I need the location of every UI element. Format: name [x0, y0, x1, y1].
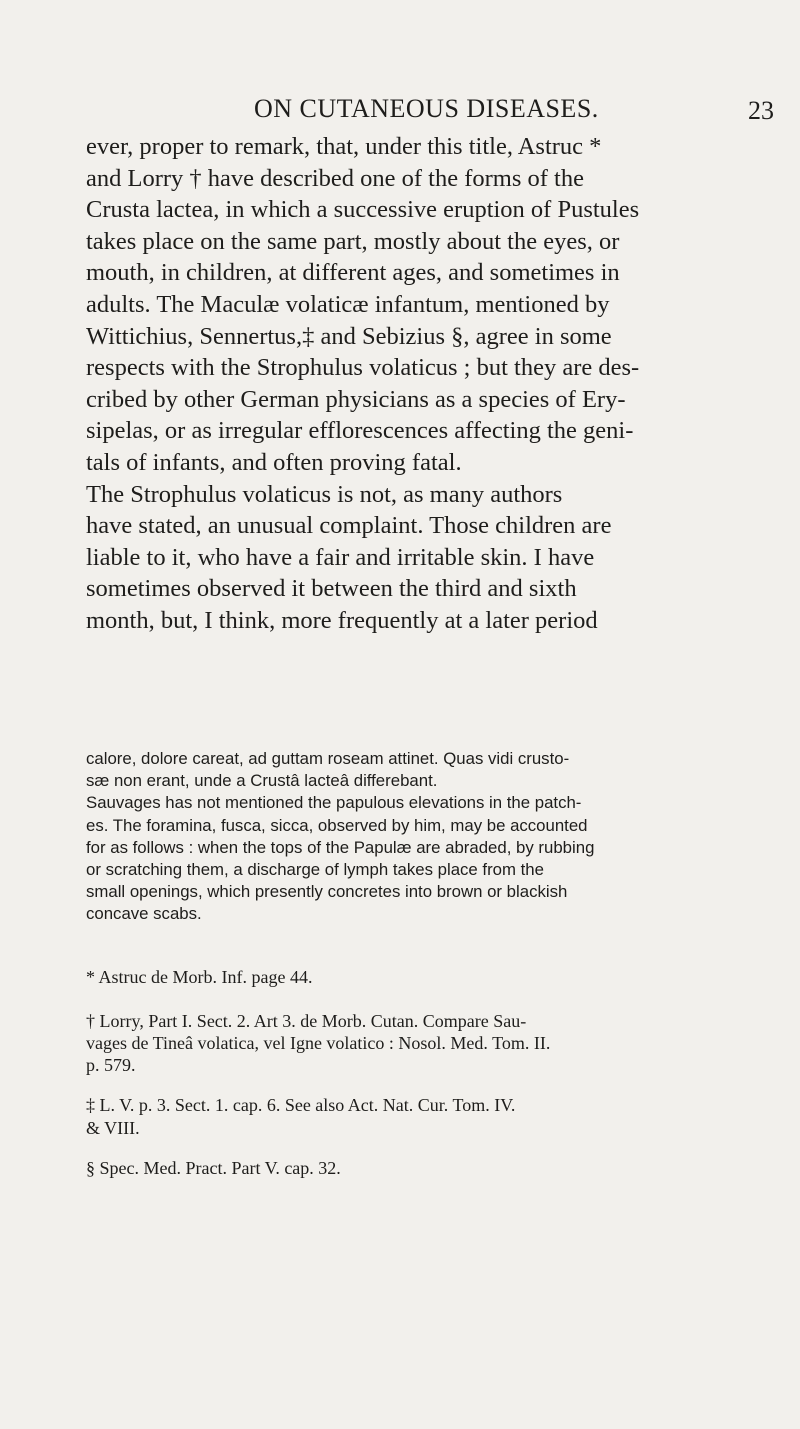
- footnote-line: ‡ L. V. p. 3. Sect. 1. cap. 6. See also Act. Nat. Cur. Tom. IV.: [86, 1095, 516, 1116]
- text-line: Wittichius, Sennertus,‡ and Sebizius §, agree in some: [86, 322, 612, 350]
- main-text: [86, 131, 758, 637]
- text-line: ever, proper to remark, that, under this title, Astruc *: [86, 133, 602, 160]
- footnote-astruc: [86, 966, 758, 988]
- footnote-line: calore, dolore careat, ad guttam roseam attinet. Quas vidi crusto-: [86, 749, 570, 768]
- footnote-line: for as follows : when the tops of the Papulæ are abraded, by rubbing: [86, 837, 595, 857]
- footnote-line: concave scabs.: [86, 904, 202, 924]
- footnote-line: vages de Tineâ volatica, vel Igne volatico : Nosol. Med. Tom. II.: [86, 1033, 551, 1054]
- text-line: liable to it, who have a fair and irritable skin. I have: [86, 543, 595, 571]
- text-line: tals of infants, and often proving fatal.: [86, 448, 462, 476]
- text-line: The Strophulus volaticus is not, as many authors: [86, 480, 563, 508]
- footnote-line: * Astruc de Morb. Inf. page 44.: [86, 966, 313, 987]
- text-line: adults. The Maculæ volaticæ infantum, mentioned by: [86, 290, 610, 318]
- text-line: mouth, in children, at different ages, and sometimes in: [86, 259, 620, 287]
- footnote-sennertus: [86, 1094, 758, 1138]
- text-line: have stated, an unusual complaint. Those children are: [86, 512, 612, 540]
- text-line: sipelas, or as irregular efflorescences affecting the geni-: [86, 417, 634, 445]
- footnote-lorry: [86, 1010, 758, 1077]
- text-line: takes place on the same part, mostly about the eyes, or: [86, 227, 620, 255]
- footnote-line: small openings, which presently concretes into brown or blackish: [86, 882, 568, 902]
- footnote-sebizius: [86, 1157, 758, 1179]
- footnote-line: Sauvages has not mentioned the papulous elevations in the patch-: [86, 793, 582, 813]
- footnote-line: p. 579.: [86, 1055, 136, 1076]
- running-title: ON CUTANEOUS DISEASES.: [254, 94, 599, 123]
- footnote-line: sæ non erant, unde a Crustâ lacteâ differebant.: [86, 771, 438, 791]
- footnotes: [86, 748, 758, 1179]
- text-line: sometimes observed it between the third and sixth: [86, 575, 577, 603]
- text-line: and Lorry † have described one of the forms of the: [86, 164, 584, 192]
- text-line: respects with the Strophulus volaticus ; but they are des-: [86, 354, 640, 382]
- footnote-line: § Spec. Med. Pract. Part V. cap. 32.: [86, 1157, 341, 1178]
- footnote-line: & VIII.: [86, 1117, 140, 1138]
- text-line: month, but, I think, more frequently at a later period: [86, 606, 598, 634]
- footnote-continuation: [86, 748, 758, 926]
- text-line: cribed by other German physicians as a species of Ery-: [86, 385, 626, 413]
- page-number: 23: [748, 96, 774, 125]
- footnote-line: es. The foramina, fusca, sicca, observed by him, may be accounted: [86, 815, 588, 835]
- footnote-line: or scratching them, a discharge of lymph takes place from the: [86, 860, 544, 880]
- footnote-line: † Lorry, Part I. Sect. 2. Art 3. de Morb. Cutan. Compare Sau-: [86, 1010, 527, 1031]
- text-line: Crusta lactea, in which a successive eruption of Pustules: [86, 196, 640, 224]
